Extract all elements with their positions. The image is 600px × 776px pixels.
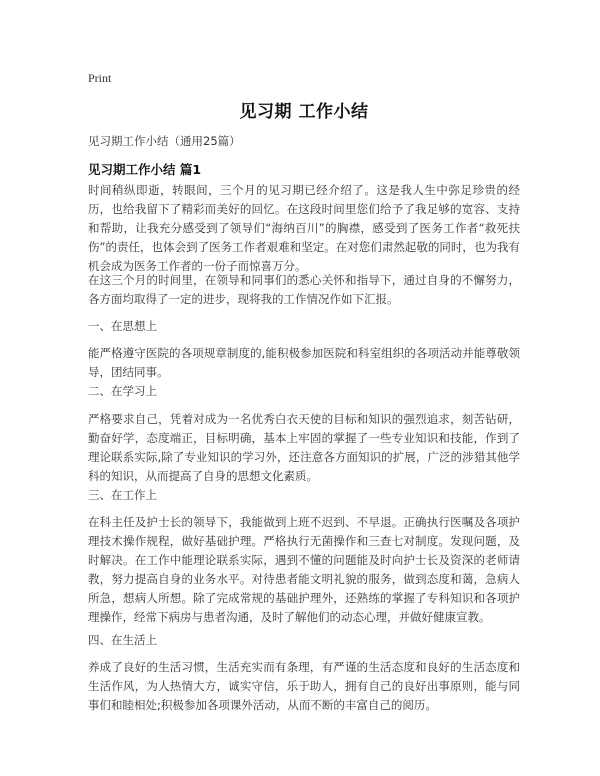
document-title: 见习期 工作小结	[239, 102, 369, 122]
paragraph-thought: 能严格遵守医院的各项规章制度的,能积极参加医院和科室组织的各项活动并能尊敬领导，团结同事。	[88, 346, 520, 379]
heading-work: 三、在工作上	[88, 488, 157, 502]
heading-study: 二、在学习上	[88, 384, 157, 398]
section-title: 见习期工作小结 篇1	[88, 162, 202, 177]
paragraph-study: 严格要求自己，凭着对成为一名优秀白衣天使的目标和知识的强烈追求，刻苦钻研，勤奋好学，态度端正，目标明确，基本上牢固的掌握了一些专业知识和技能，作到了理论联系实际,除了专业知识的学习外，还注意各方面知识的扩展，广泛的涉猎其他学科的知识，从而提高了自身的思想文化素质。	[88, 412, 520, 483]
heading-life: 四、在生活上	[88, 633, 157, 647]
paragraph-life: 养成了良好的生活习惯，生活充实而有条理，有严谨的生活态度和良好的生活态度和生活作风，为人热情大方，诚实守信，乐于助人，拥有自己的良好出事原则，能与同事们和睦相处;积极参加各项课外活动，从而不断的丰富自己的阅历。	[88, 660, 520, 712]
paragraph-summary: 在这三个月的时间里，在领导和同事们的悉心关怀和指导下，通过自身的不懈努力，各方面均取得了一定的进步，现将我的工作情况作如下汇报。	[88, 273, 520, 306]
paragraph-work: 在科主任及护士长的领导下，我能做到上班不迟到、不早退。正确执行医嘱及各项护理技术操作规程，做好基础护理。严格执行无菌操作和三查七对制度。发现问题，及时解决。在工作中能理论联系实际，遇到不懂的问题能及时向护士长及资深的老师请教，努力提高自身的业务水平。对待患者能文明礼貌的服务，做到态度和蔼，急病人所急，想病人所想。除了完成常规的基础护理外，还熟练的掌握了专科知识和各项护理操作，经常下病房与患者沟通，及时了解他们的动态心理，并做好健康宣教。	[88, 515, 520, 624]
document-subtitle: 见习期工作小结（通用25篇）	[88, 134, 241, 148]
paragraph-intro: 时间稍纵即逝，转眼间，三个月的见习期已经介绍了。这是我人生中弥足珍贵的经历，也给我留下了精彩而美好的回忆。在这段时间里您们给予了我足够的宽容、支持和帮助，让我充分感受到了领导们“海纳百川”的胸襟，感受到了医务工作者“救死扶伤”的责任，也体会到了医务工作者艰难和坚定。在对您们肃然起敬的同时，也为我有机会成为医务工作者的一份子而惊喜万分。	[88, 183, 520, 273]
print-label[interactable]: Print	[88, 71, 112, 85]
heading-thought: 一、在思想上	[88, 319, 157, 333]
